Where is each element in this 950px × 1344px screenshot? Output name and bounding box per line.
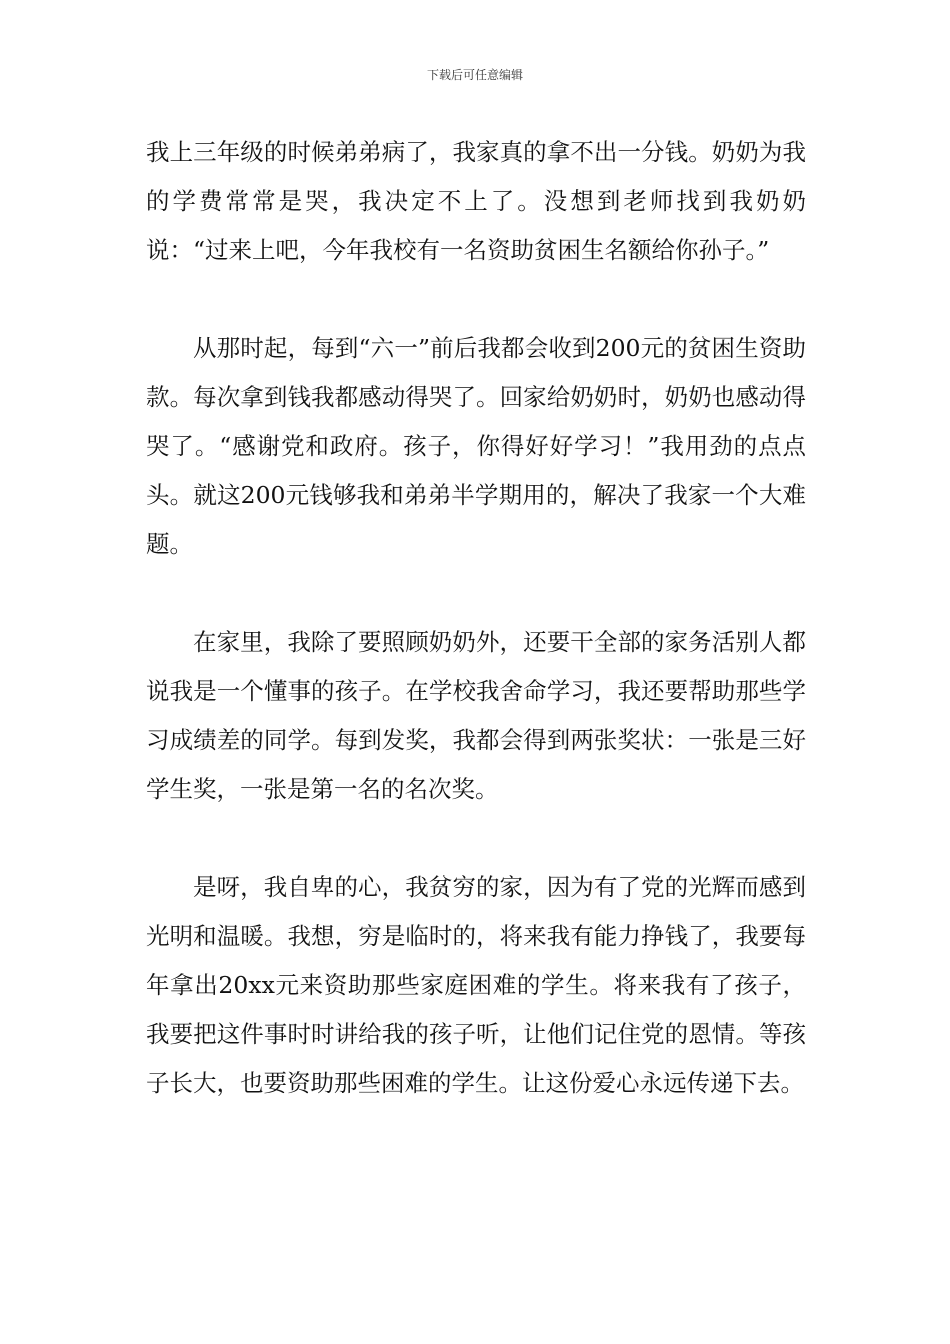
paragraph-gap bbox=[146, 275, 806, 324]
paragraph-4: 是呀，我自卑的心，我贫穷的家，因为有了党的光辉而感到光明和温暖。我想，穷是临时的，将来我有能力挣钱了，我要每年拿出20xx元来资助那些家庭困难的学生。将来我有了孩子，我要把这件事时时讲给我的孩子听，让他们记住党的恩情。等孩子长大，也要资助那些困难的学生。让这份爱心永远传递下去。 bbox=[146, 873, 806, 1097]
document-body bbox=[146, 128, 806, 1108]
paragraph-gap bbox=[146, 569, 806, 618]
paragraph-1: 我上三年级的时候弟弟病了，我家真的拿不出一分钱。奶奶为我的学费常常是哭，我决定不上了。没想到老师找到我奶奶说：“过来上吧，今年我校有一名资助贫困生名额给你孙子。” bbox=[146, 138, 806, 264]
paragraph-3: 在家里，我除了要照顾奶奶外，还要干全部的家务活别人都说我是一个懂事的孩子。在学校我舍命学习，我还要帮助那些学习成绩差的同学。每到发奖，我都会得到两张奖状：一张是三好学生奖，一张是第一名的名次奖。 bbox=[146, 628, 806, 803]
page-header: 下载后可任意编辑 bbox=[426, 68, 523, 82]
paragraph-2: 从那时起，每到“六一”前后我都会收到200元的贫困生资助款。每次拿到钱我都感动得哭了。回家给奶奶时，奶奶也感动得哭了。“感谢党和政府。孩子，你得好好学习！”我用劲的点点头。就这200元钱够我和弟弟半学期用的，解决了我家一个大难题。 bbox=[146, 334, 806, 558]
paragraph-gap bbox=[146, 814, 806, 863]
